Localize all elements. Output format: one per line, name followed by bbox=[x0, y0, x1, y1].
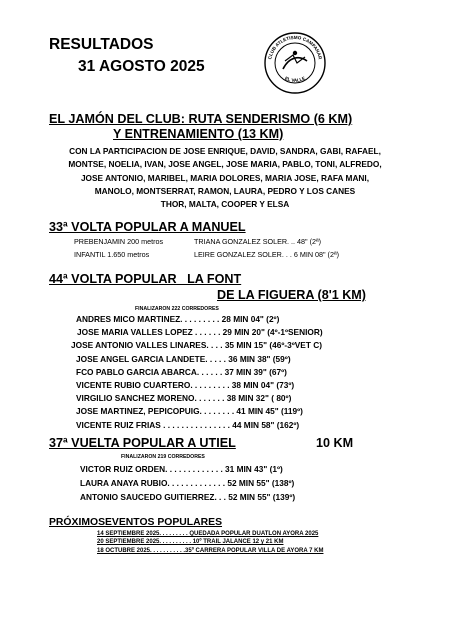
participants-line: MANOLO, MONTSERRAT, RAMON, LAURA, PEDRO Y LOS CANES bbox=[94, 185, 356, 196]
logo-text-top: CLUB ATLETISMO CAMPANAR bbox=[267, 34, 323, 60]
page-date: 31 AGOSTO 2025 bbox=[78, 58, 205, 75]
club-logo bbox=[263, 31, 327, 95]
section2-title: 33ª VOLTA POPULAR A MANUEL bbox=[49, 220, 246, 234]
upcoming-events bbox=[97, 530, 323, 555]
section2-category: INFANTIL 1.650 metros bbox=[74, 250, 150, 259]
result-row: LAURA ANAYA RUBIO. . . . . . . . . . . . . 52 MIN 55" (138º) bbox=[80, 478, 295, 488]
participants-line: JOSE ANTONIO, MARIBEL, MARIA DOLORES, MARIA JOSE, RAFA MANI, bbox=[80, 172, 370, 183]
section4-finish-note: FINALIZARON 219 CORREDORES bbox=[121, 454, 205, 460]
section4-distance: 10 KM bbox=[316, 436, 354, 450]
participants-line: MONTSE, NOELIA, IVAN, JOSE ANGEL, JOSE MARIA, PABLO, TONI, ALFREDO, bbox=[68, 159, 382, 170]
page-title: RESULTADOS bbox=[49, 36, 154, 53]
section4-results bbox=[80, 462, 295, 504]
result-row: JOSE MARIA VALLES LOPEZ . . . . . . 29 MIN 20" (4º-1ºSENIOR) bbox=[77, 327, 323, 338]
section2-result: TRIANA GONZALEZ SOLER. .. 48" (2ª) bbox=[194, 237, 322, 246]
result-row: ANTONIO SAUCEDO GUITIERREZ. . . 52 MIN 55" (139º) bbox=[80, 492, 296, 502]
event-row: 20 SEPTIEMBRE 2025. . . . . . . . . . 10º TRAIL JALANCE 12 y 21 KM bbox=[97, 539, 284, 546]
upcoming-title: PRÓXIMOSEVENTOS POPULARES bbox=[49, 517, 223, 528]
logo-text-bottom: EL VALLE bbox=[284, 75, 306, 83]
result-row: JOSE ANGEL GARCIA LANDETE. . . . . 36 MIN 38" (59º) bbox=[76, 353, 291, 364]
result-row: VIRGILIO SANCHEZ MORENO. . . . . . . 38 MIN 32" ( 80º) bbox=[76, 393, 292, 404]
section4-title: 37ª VUELTA POPULAR A UTIEL bbox=[49, 436, 236, 450]
result-row: VICENTE RUIZ FRIAS . . . . . . . . . . . . . . . 44 MIN 58" (162º) bbox=[76, 419, 300, 430]
event-row: 18 OCTUBRE 2025. . . . . . . . . . .35º CARRERA POPULAR VILLA DE AYORA 7 KM bbox=[97, 547, 324, 554]
section1-title-line1: EL JAMÓN DEL CLUB: RUTA SENDERISMO (6 KM) bbox=[49, 112, 353, 126]
section3-results bbox=[71, 313, 323, 432]
section1-title-line2: Y ENTRENAMIENTO (13 KM) bbox=[113, 127, 284, 141]
section2-result: LEIRE GONZALEZ SOLER. . . 6 MIN 08" (2ª) bbox=[194, 250, 340, 259]
result-row: VICTOR RUIZ ORDEN. . . . . . . . . . . . . 31 MIN 43" (1º) bbox=[80, 464, 283, 474]
participants-line: THOR, MALTA, COOPER Y ELSA bbox=[160, 199, 290, 210]
section3-finish-note: FINALIZARON 222 CORREDORES bbox=[135, 306, 219, 312]
section3-title-line2: DE LA FIGUERA (8'1 KM) bbox=[217, 288, 366, 302]
section3-title-line1: 44ª VOLTA POPULAR LA FONT bbox=[49, 272, 242, 286]
section2-category: PREBENJAMIN 200 metros bbox=[74, 237, 164, 246]
result-row: VICENTE RUBIO CUARTERO. . . . . . . . . 38 MIN 04" (73º) bbox=[76, 380, 295, 391]
result-row: ANDRES MICO MARTINEZ. . . . . . . . . 28 MIN 04" (2º) bbox=[76, 314, 280, 324]
result-row: FCO PABLO GARCIA ABARCA. . . . . . 37 MIN 39" (67º) bbox=[76, 366, 287, 377]
event-row: 14 SEPTIEMBRE 2025. . . . . . . . . QUEDADA POPULAR DUATLON AYORA 2025 bbox=[97, 531, 319, 537]
result-row: JOSE MARTINEZ, PEPICOPUIG. . . . . . . . 41 MIN 45" (119º) bbox=[76, 406, 303, 417]
participants-line: CON LA PARTICIPACION DE JOSE ENRIQUE, DAVID, SANDRA, GABI, RAFAEL, bbox=[69, 146, 381, 156]
result-row: JOSE ANTONIO VALLES LINARES. . . . 35 MIN 15" (46º-3ºVET C) bbox=[71, 340, 322, 351]
participants-list bbox=[20, 145, 430, 211]
